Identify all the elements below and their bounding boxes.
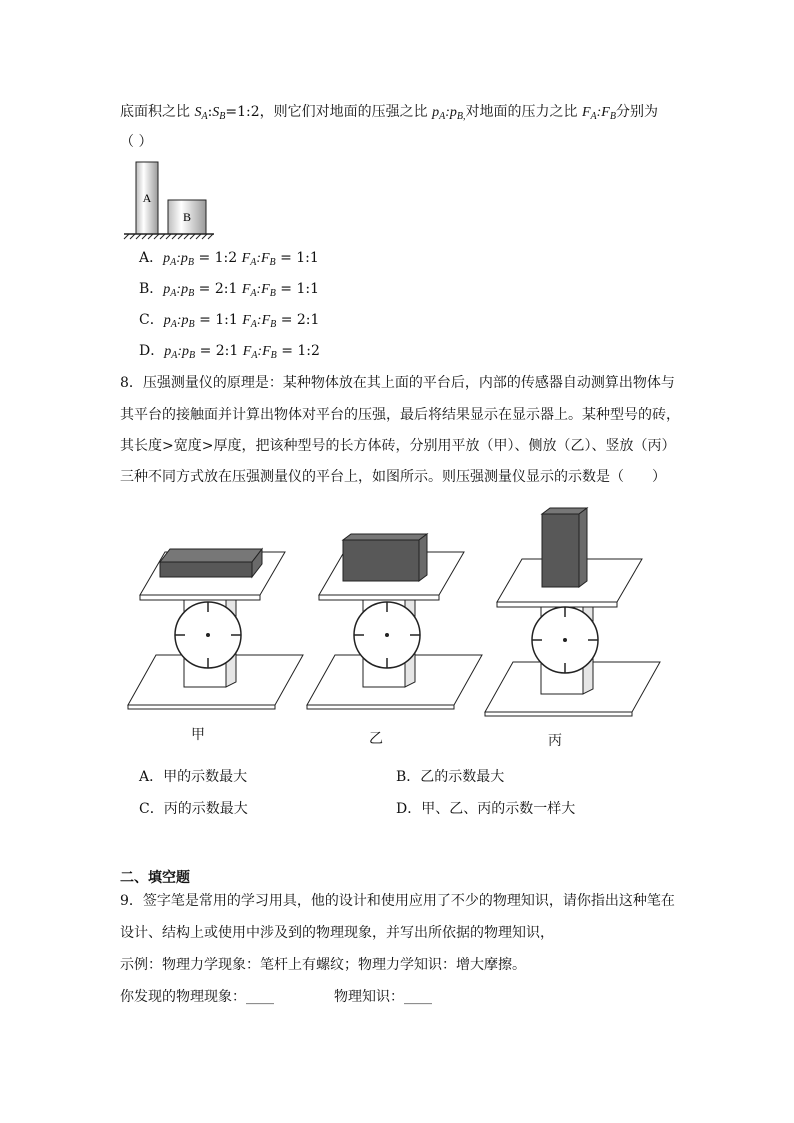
q7-sb-sub: B [219, 111, 226, 122]
q8-option-b[interactable]: B．乙的示数最大 [396, 769, 505, 785]
gauge-bing [485, 508, 660, 716]
q7-paren: （ ） [120, 134, 153, 150]
option-letter: A． [139, 250, 164, 266]
p-ratio: = 1:2 [198, 250, 238, 266]
caption-jia: 甲 [191, 727, 205, 743]
q7-text: 底面积之比 [120, 104, 195, 120]
option-letter: B． [139, 281, 164, 297]
cylinder-b-label: B [182, 210, 192, 224]
q7-cylinder-figure [120, 158, 216, 240]
q7-suffix: 分别为 [615, 104, 658, 120]
cylinder-a-label: A [142, 191, 152, 205]
q9-stem-line-1: 9．签字笔是常用的学习用具，他的设计和使用应用了不少的物理知识，请你指出这种笔在 [120, 893, 675, 909]
q7-option-d[interactable]: D．$p_A:p_B$ = 2:1 $F_A:F_B$ = 1:2 [139, 343, 320, 361]
q8-option-a[interactable]: A．甲的示数最大 [139, 769, 248, 785]
option-letter: C． [139, 312, 164, 328]
gauge-yi [307, 534, 482, 709]
q7-fa-sub: A [590, 111, 597, 122]
p-ratio: = 2:1 [199, 343, 239, 359]
q9-knowledge-blank[interactable]: 物理知识：____ [334, 989, 432, 1005]
p-ratio: = 2:1 [198, 281, 238, 297]
q8-gauge-figure [120, 500, 680, 720]
q7-sa-sub: A [201, 111, 208, 122]
gauge-jia [128, 549, 303, 709]
option-letter: D． [139, 343, 165, 359]
q8-stem-line-2: 其平台的接触面并计算出物体对平台的压强，最后将结果显示在显示器上。某种型号的砖， [120, 407, 680, 423]
q7-pb-sub: B, [456, 111, 466, 122]
q7-option-b[interactable]: B．$p_A:p_B$ = 2:1 $F_A:F_B$ = 1:1 [139, 281, 319, 299]
f-ratio: = 1:2 [281, 343, 320, 359]
caption-yi: 乙 [369, 731, 383, 747]
q8-option-c[interactable]: C．丙的示数最大 [139, 801, 248, 817]
f-ratio: = 2:1 [280, 312, 320, 328]
q7-option-a[interactable]: A．$p_A:p_B$ = 1:2 $F_A:F_B$ = 1:1 [139, 250, 319, 268]
f-ratio: = 1:1 [280, 281, 319, 297]
q7-pb: :p [445, 105, 457, 120]
q7-option-c[interactable]: C．$p_A:p_B$ = 1:1 $F_A:F_B$ = 2:1 [139, 312, 320, 330]
q9-found-blank[interactable]: 你发现的物理现象：____ [120, 989, 274, 1005]
p-ratio: = 1:1 [199, 312, 238, 328]
q7-stem-line [120, 102, 658, 127]
q9-example-line: 示例：物理力学现象：笔杆上有螺纹；物理力学知识：增大摩擦。 [120, 957, 526, 973]
q7-colon: : [207, 104, 213, 120]
q7-fb: :F [596, 105, 610, 120]
q7-sa: S [194, 105, 202, 120]
q7-fb-sub: B [609, 111, 616, 122]
q8-option-d[interactable]: D．甲、乙、丙的示数一样大 [396, 801, 576, 817]
caption-bing: 丙 [548, 733, 562, 749]
q7-mid: 对地面的压力之比 [465, 104, 582, 120]
q8-stem-line-3: 其长度>宽度>厚度，把该种型号的长方体砖，分别用平放（甲）、侧放（乙）、竖放（丙） [120, 438, 676, 454]
q7-pa-sub: A [439, 111, 446, 122]
q9-stem-line-2: 设计、结构上或使用中涉及到的物理现象，并写出所依据的物理知识， [120, 925, 554, 941]
q7-sb: S [212, 105, 220, 120]
q8-stem-line-4: 三种不同方式放在压强测量仪的平台上，如图所示。则压强测量仪显示的示数是（ ） [120, 469, 666, 485]
q7-fa: F [581, 105, 591, 120]
q8-stem-line-1: 8．压强测量仪的原理是：某种物体放在其上面的平台后，内部的传感器自动测算出物体与 [120, 375, 675, 391]
q7-pa: p [432, 105, 440, 120]
f-ratio: = 1:1 [280, 250, 319, 266]
section-title: 二、填空题 [120, 870, 190, 886]
q7-eq: =1:2，则它们对地面的压强之比 [225, 104, 433, 120]
